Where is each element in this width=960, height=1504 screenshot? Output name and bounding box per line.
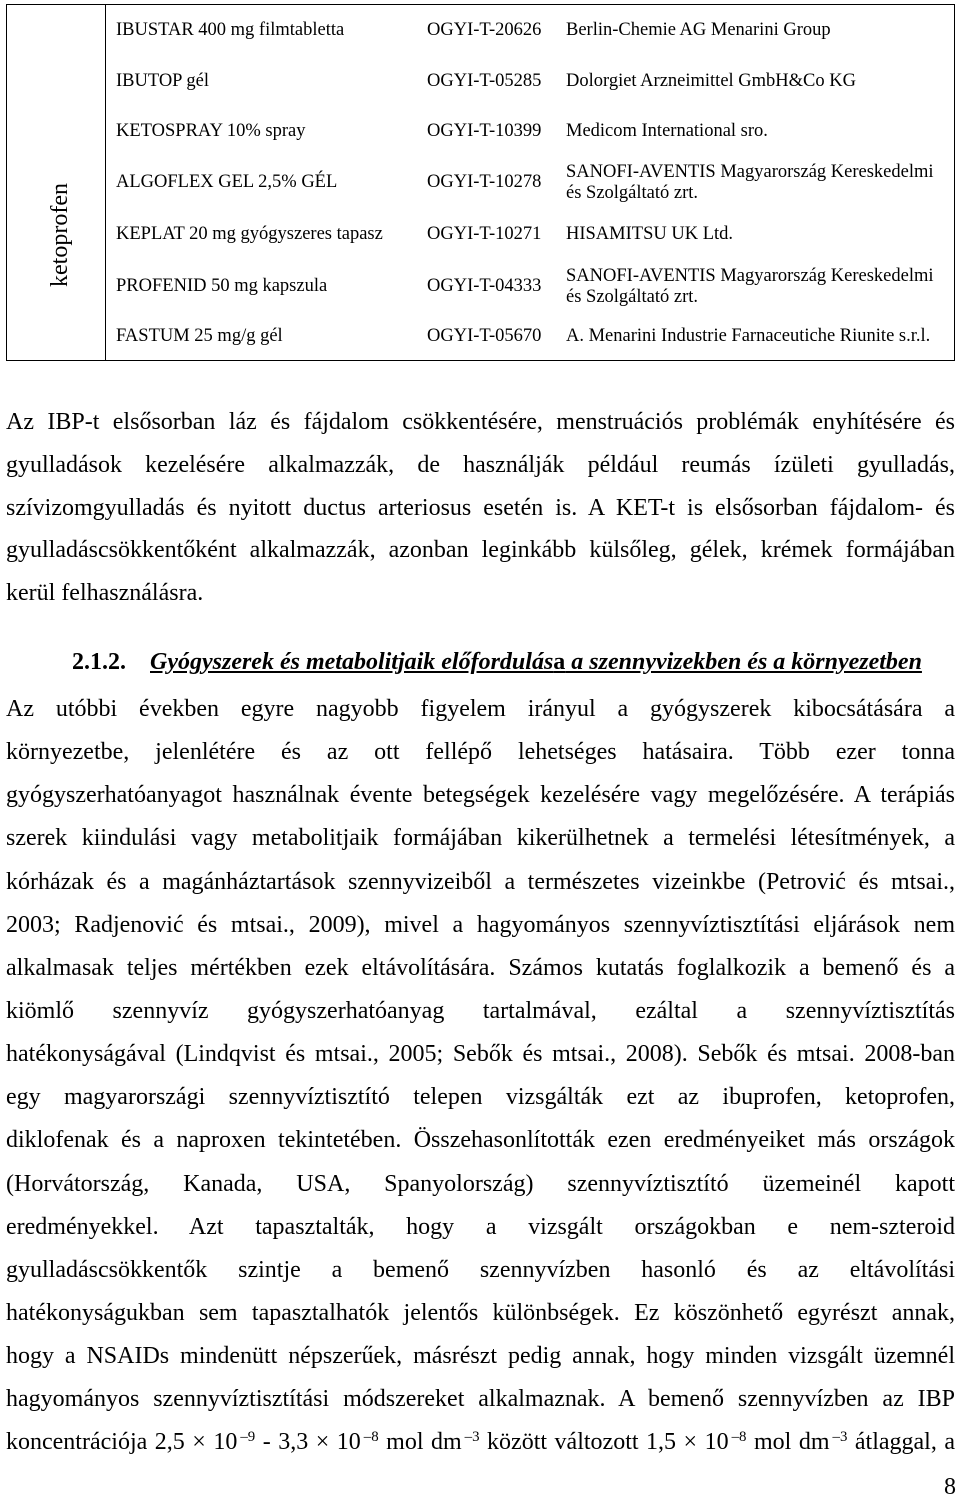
text-fragment: - 3,3 × 10 xyxy=(255,1429,361,1456)
exponent: –3 xyxy=(464,1429,480,1446)
text-line: gyulladáscsökkentők szintje a bemenő szennyvízben hasonló és az eltávolítási xyxy=(6,1256,955,1283)
text-line: Az IBP-t elsősorban láz és fájdalom csökkentésére, menstruációs problémák enyhítésére és xyxy=(6,409,955,435)
text-line: hatékonyságával (Lindqvist és mtsai., 2005; Sebők és mtsai., 2008). Sebők és mtsai. 2008-ban xyxy=(6,1041,955,1068)
registration-number: OGYI-T-20626 xyxy=(427,20,542,40)
text-fragment: mol dm xyxy=(378,1429,462,1456)
table-body xyxy=(7,5,954,360)
table-row xyxy=(7,5,954,56)
text-line: alkalmasak teljes mértékben ezek eltávolítására. Számos kutatás foglalkozik a bemenő és a xyxy=(6,954,955,981)
text-fragment: között változott 1,5 × 10 xyxy=(479,1429,729,1456)
text-line: (Horvátország, Kanada, USA, Spanyolország) szennyvíztisztító üzemeinél kapott xyxy=(6,1170,955,1197)
license-holder: HISAMITSU UK Ltd. xyxy=(566,223,734,244)
registration-number: OGYI-T-05285 xyxy=(427,70,542,91)
text-line: szerek kiindulási vagy metabolitjaik formájában kikerülhetnek a termelési létesítmények, a xyxy=(6,825,955,852)
text-line: hogy a NSAIDs mindenütt népszerűek, másrészt pedig annak, hogy minden vizsgált üzemnél xyxy=(6,1343,955,1370)
license-holder: Medicom International sro. xyxy=(566,121,768,141)
product-name: IBUSTAR 400 mg filmtabletta xyxy=(116,20,345,40)
exponent: –3 xyxy=(832,1429,848,1446)
text-line: 2003; Radjenović és mtsai., 2009), mivel a hagyományos szennyvíztisztítási eljárások nem xyxy=(6,911,955,938)
product-name: IBUTOP gél xyxy=(116,70,210,91)
page-number: 8 xyxy=(944,1474,956,1500)
text-fragment: mol dm xyxy=(746,1429,830,1456)
license-holder: Berlin-Chemie AG Menarini Group xyxy=(566,20,831,40)
license-holder: SANOFI-AVENTIS Magyarország Kereskedelmi és Szolgáltató zrt. xyxy=(566,265,934,307)
exponent: –9 xyxy=(240,1429,256,1446)
registration-number: OGYI-T-10271 xyxy=(427,223,542,244)
text-line: hagyományos szennyvíztisztítási módszereket alkalmaznak. A bemenő szennyvízben az IBP xyxy=(6,1386,955,1413)
registration-number: OGYI-T-05670 xyxy=(427,326,542,346)
table-row xyxy=(7,260,954,313)
text-line: kiömlő szennyvíz gyógyszerhatóanyag tartalmával, ezáltal a szennyvíztisztítás xyxy=(6,997,955,1024)
group-label: ketoprofen xyxy=(47,183,73,287)
license-holder: SANOFI-AVENTIS Magyarország Kereskedelmi és Szolgáltató zrt. xyxy=(566,161,934,203)
text-line: szívizomgyulladás és nyitott ductus arteriosus esetén is. A KET-t is elsősorban fájdalom- és xyxy=(6,494,955,521)
text-line: hatékonyságukban sem tapasztalhatók jelentős különbségek. Ez köszönhető egyrészt annak, xyxy=(6,1299,955,1326)
section-number: 2.1.2. xyxy=(72,649,126,675)
product-name: PROFENID 50 mg kapszula xyxy=(116,276,328,296)
text-line: gyógyszerhatóanyagot használnak évente betegségek kezelésére vagy megelőzésére. A terápiás xyxy=(6,782,955,809)
product-name: KEPLAT 20 mg gyógyszeres tapasz xyxy=(116,223,383,244)
text-line: kerül felhasználásra. xyxy=(6,580,204,606)
text-line: eredményekkel. Azt tapasztalták, hogy a vizsgált országokban e nem-szteroid xyxy=(6,1213,955,1240)
text-line: gyulladáscsökkentőként alkalmazzák, azonban leginkább külsőleg, gélek, krémek formájában xyxy=(6,537,955,564)
table-row xyxy=(7,208,954,260)
table-row xyxy=(7,106,954,157)
text-line: diklofenak és a naproxen tekintetében. Összehasonlították ezen eredményeiket más országok xyxy=(6,1127,955,1154)
license-holder: A. Menarini Industrie Farnaceutiche Riunite s.r.l. xyxy=(566,326,931,346)
text-line-with-exponents xyxy=(6,1421,955,1464)
text-fragment: koncentrációja 2,5 × 10 xyxy=(6,1429,238,1456)
product-name: ALGOFLEX GEL 2,5% GÉL xyxy=(116,172,338,192)
table-row xyxy=(7,157,954,208)
product-name: FASTUM 25 mg/g gél xyxy=(116,326,283,346)
table-row xyxy=(7,313,954,360)
paragraph-1 xyxy=(6,401,955,615)
table-row xyxy=(7,56,954,106)
product-name: KETOSPRAY 10% spray xyxy=(116,121,306,141)
exponent: –8 xyxy=(363,1429,379,1446)
drug-table xyxy=(6,4,955,361)
section-title xyxy=(150,641,922,684)
registration-number: OGYI-T-10399 xyxy=(427,121,542,141)
paragraph-2 xyxy=(6,688,955,1465)
section-title-part: a szennyvizekben és a környezetben xyxy=(565,649,922,675)
text-line: kórházak és a magánháztartások szennyvizeiből a természetes vizeinkbe (Petrović és mtsai., xyxy=(6,868,955,895)
section-title-part: a xyxy=(553,649,566,675)
section-heading xyxy=(0,641,960,684)
license-holder: Dolorgiet Arzneimittel GmbH&Co KG xyxy=(566,70,856,91)
text-line: gyulladások kezelésére alkalmazzák, de használják például reumás ízületi gyulladás, xyxy=(6,451,955,478)
text-line: Az utóbbi években egyre nagyobb figyelem irányul a gyógyszerek kibocsátására a xyxy=(6,696,955,722)
text-line: egy magyarországi szennyvíztisztító telepen vizsgálták ezt az ibuprofen, ketoprofen, xyxy=(6,1084,955,1111)
registration-number: OGYI-T-04333 xyxy=(427,276,542,296)
text-line: környezetbe, jelenlétére és az ott fellépő lehetséges hatásaira. Több ezer tonna xyxy=(6,739,955,766)
text-fragment: átlaggal, a xyxy=(847,1429,956,1456)
exponent: –8 xyxy=(731,1429,747,1446)
registration-number: OGYI-T-10278 xyxy=(427,172,542,192)
section-title-part: Gyógyszerek és metabolitjaik előfordulás xyxy=(150,649,554,675)
